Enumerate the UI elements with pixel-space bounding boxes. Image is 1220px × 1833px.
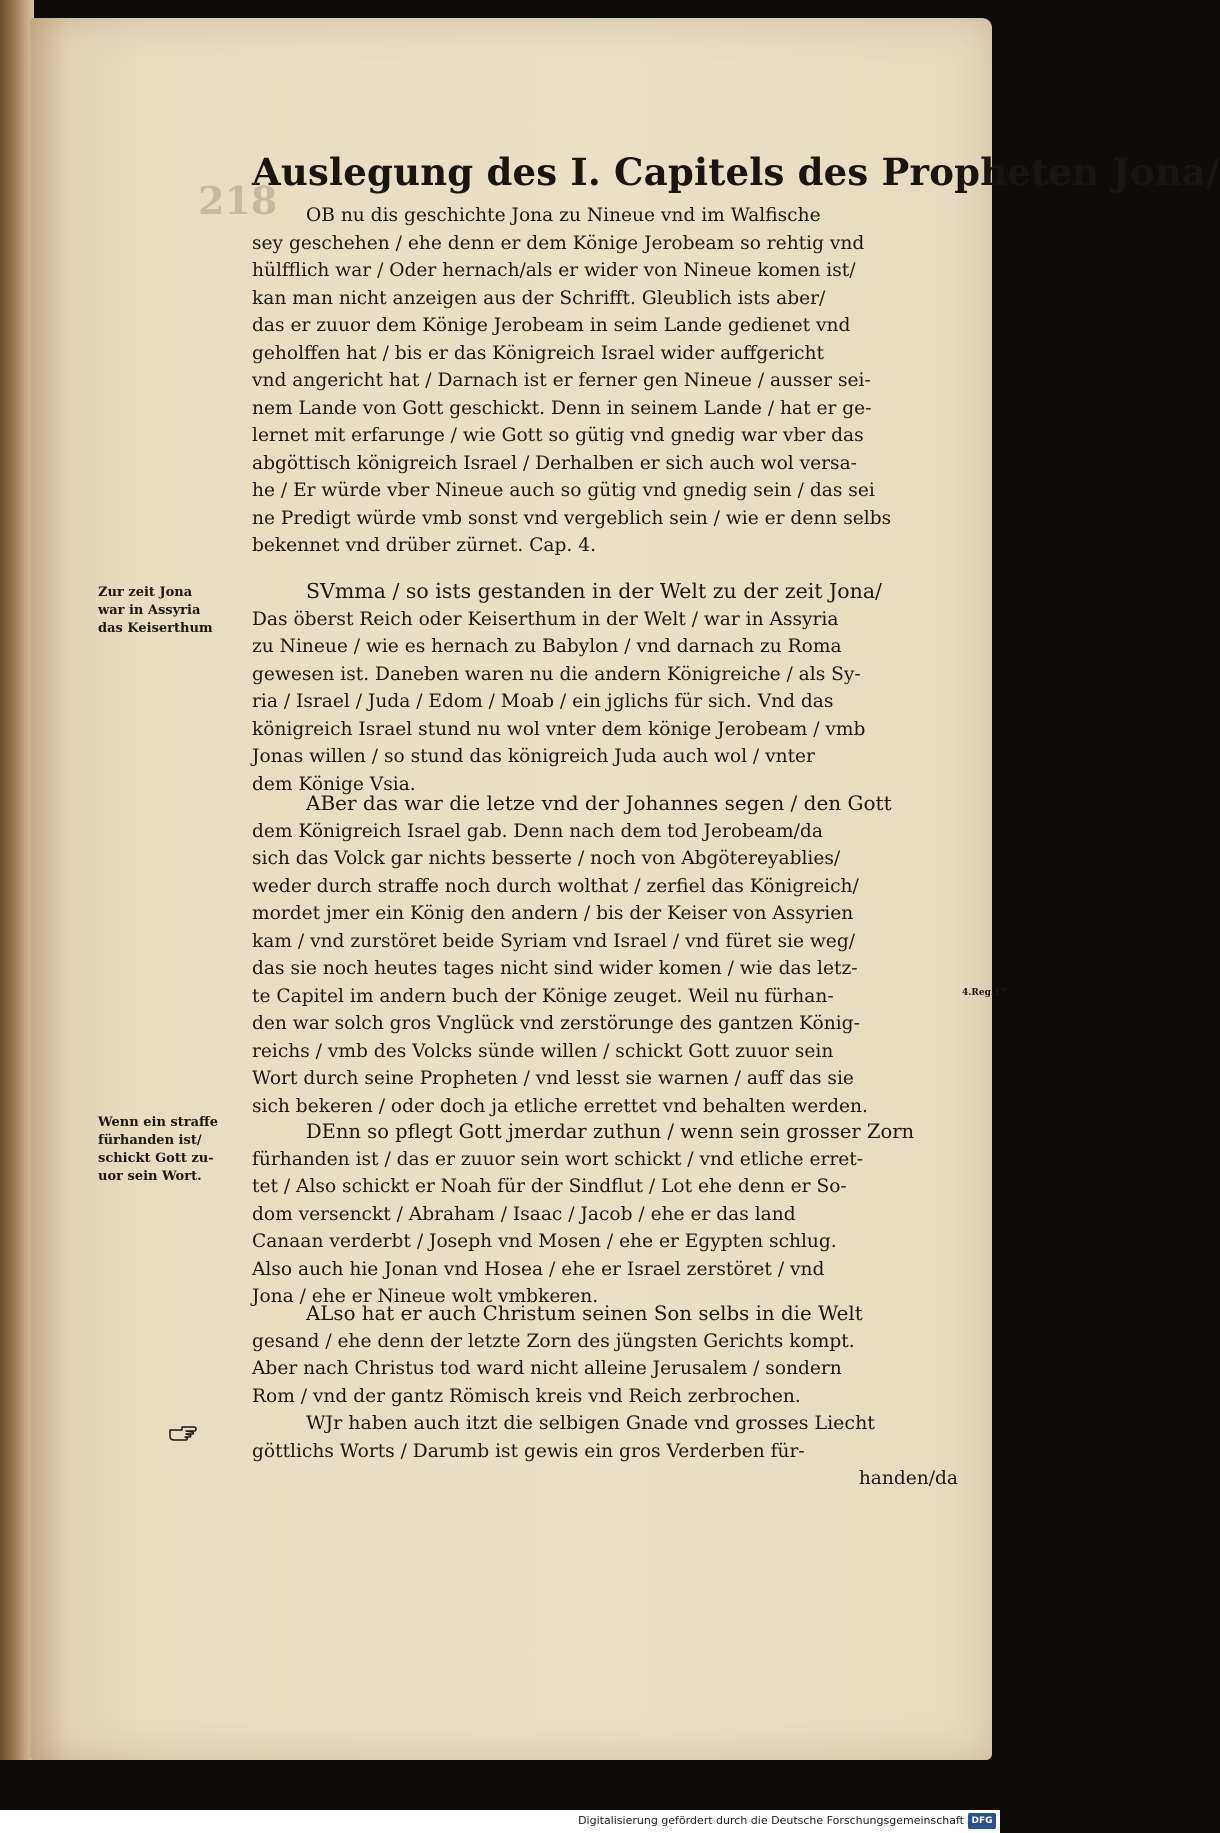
text-line: ne Predigt würde vmb sonst vnd vergeblich sein / wie er denn selbs (252, 507, 892, 529)
marginal-note-1 (98, 584, 268, 638)
text-line: Wort durch seine Propheten / vnd lesst sie warnen / auff das sie (252, 1068, 854, 1089)
footer-bar (0, 1810, 1000, 1833)
text-line: geholffen hat / bis er das Königreich Israel wider auffgericht (252, 342, 824, 364)
text-line: hülfflich war / Oder hernach/als er wider von Nineue komen ist/ (252, 260, 856, 281)
text-line: OB nu dis geschichte Jona zu Nineue vnd im Walfische (306, 205, 821, 226)
text-line: reichs / vmb des Volcks sünde willen / schickt Gott zuuor sein (252, 1040, 834, 1062)
text-line: Rom / vnd der gantz Römisch kreis vnd Reich zerbrochen. (252, 1385, 801, 1407)
page-title: Auslegung des I. Capitels des Propheten Jona/ (252, 150, 1220, 194)
book-spine (0, 0, 34, 1760)
text-line: Aber nach Christus tod ward nicht alleine Jerusalem / sondern (252, 1358, 842, 1379)
text-line: bekennet vnd drüber zürnet. Cap. 4. (252, 535, 596, 556)
marginal-line: fürhanden ist/ (98, 1133, 202, 1148)
dfg-logo: DFG (968, 1813, 996, 1829)
text-line: das er zuuor dem Könige Jerobeam in seim Lande gedienet vnd (252, 315, 851, 336)
text-line: Jonas willen / so stund das königreich Juda auch wol / vnter (252, 746, 815, 767)
text-line: den war solch gros Vnglück vnd zerstörunge des gantzen König- (252, 1013, 860, 1034)
marginal-line: Zur zeit Jona (98, 585, 193, 600)
text-line: mordet jmer ein König den andern / bis der Keiser von Assyrien (252, 903, 854, 924)
text-line: weder durch straffe noch durch wolthat / zerfiel das Königreich/ (252, 875, 859, 897)
marginal-line: Wenn ein straffe (98, 1115, 218, 1130)
right-margin-reference: 4.Reg.17 (962, 988, 1007, 998)
text-line: fürhanden ist / das er zuuor sein wort schickt / vnd etliche erret- (252, 1148, 863, 1170)
text-line: sey geschehen / ehe denn er dem Könige Jerobeam so rehtig vnd (252, 232, 865, 254)
text-line: zu Nineue / wie es hernach zu Babylon / vnd darnach zu Roma (252, 636, 842, 657)
text-line: te Capitel im andern buch der Könige zeuget. Weil nu fürhan- (252, 985, 834, 1007)
text-line: Jona / ehe er Nineue wolt vmbkeren. (252, 1286, 599, 1307)
paragraph-1 (252, 202, 964, 560)
text-line: dem Königreich Israel gab. Denn nach dem tod Jerobeam/da (252, 820, 823, 842)
paragraph-5 (252, 1300, 964, 1410)
text-line: ABer das war die letze vnd der Johannes segen / den Gott (306, 791, 892, 815)
text-line: he / Er würde vber Nineue auch so gütig vnd gnedig sein / das sei (252, 480, 875, 501)
text-line: sich bekeren / oder doch ja etliche errettet vnd behalten werden. (252, 1095, 868, 1117)
paragraph-6 (252, 1410, 964, 1493)
paragraph-3 (252, 790, 964, 1120)
text-line: dom versenckt / Abraham / Isaac / Jacob / ehe er das land (252, 1203, 796, 1225)
text-line: DEnn so pflegt Gott jmerdar zuthun / wenn sein grosser Zorn (306, 1120, 915, 1143)
text-line: lernet mit erfarunge / wie Gott so gütig vnd gnedig war vber das (252, 425, 864, 446)
marginal-line: das Keiserthum (98, 621, 213, 636)
marginal-note-2 (98, 1114, 268, 1186)
footer-credit: Digitalisierung gefördert durch die Deutsche Forschungsgemeinschaft (578, 1814, 964, 1827)
text-line: dem Könige Vsia. (252, 773, 416, 795)
text-line: gesand / ehe denn der letzte Zorn des jüngsten Gerichts kompt. (252, 1330, 855, 1352)
paragraph-2 (252, 578, 964, 798)
text-line: WJr haben auch itzt die selbigen Gnade vnd grosses Liecht (306, 1412, 875, 1434)
text-line: SVmma / so ists gestanden in der Welt zu der zeit Jona/ (306, 579, 882, 603)
text-line: göttlichs Worts / Darumb ist gewis ein gros Verderben für- (252, 1440, 805, 1462)
text-line: ria / Israel / Juda / Edom / Moab / ein jglichs für sich. Vnd das (252, 691, 834, 712)
marginal-line: war in Assyria (98, 603, 201, 618)
text-line: königreich Israel stund nu wol vnter dem könige Jerobeam / vmb (252, 718, 866, 740)
text-line: das sie noch heutes tages nicht sind wider komen / wie das letz- (252, 958, 858, 979)
text-line: kam / vnd zurstöret beide Syriam vnd Israel / vnd füret sie weg/ (252, 930, 855, 952)
text-line: vnd angericht hat / Darnach ist er ferner gen Nineue / ausser sei- (252, 370, 871, 391)
marginal-line: schickt Gott zu- (98, 1151, 214, 1166)
text-line: ALso hat er auch Christum seinen Son selbs in die Welt (306, 1302, 863, 1325)
text-line: gewesen ist. Daneben waren nu die andern Königreiche / als Sy- (252, 663, 861, 685)
ghost-page-number: 218 (198, 178, 278, 223)
paragraph-4 (252, 1118, 964, 1311)
text-line: Canaan verderbt / Joseph vnd Mosen / ehe er Egypten schlug. (252, 1231, 837, 1252)
text-line: abgöttisch königreich Israel / Derhalben er sich auch wol versa- (252, 452, 857, 474)
text-line: kan man nicht anzeigen aus der Schrifft. Gleublich ists aber/ (252, 287, 826, 309)
text-line: Das öberst Reich oder Keiserthum in der Welt / war in Assyria (252, 608, 839, 630)
text-line: Also auch hie Jonan vnd Hosea / ehe er Israel zerstöret / vnd (252, 1258, 825, 1280)
text-line: tet / Also schickt er Noah für der Sindflut / Lot ehe denn er So- (252, 1176, 847, 1197)
marginal-line: uor sein Wort. (98, 1169, 202, 1184)
pointing-hand-icon (168, 1424, 198, 1442)
text-line: nem Lande von Gott geschickt. Denn in seinem Lande / hat er ge- (252, 397, 872, 419)
catchword-line: handen/da (858, 1468, 958, 1489)
text-line: sich das Volck gar nichts besserte / noch von Abgötereyablies/ (252, 848, 841, 869)
